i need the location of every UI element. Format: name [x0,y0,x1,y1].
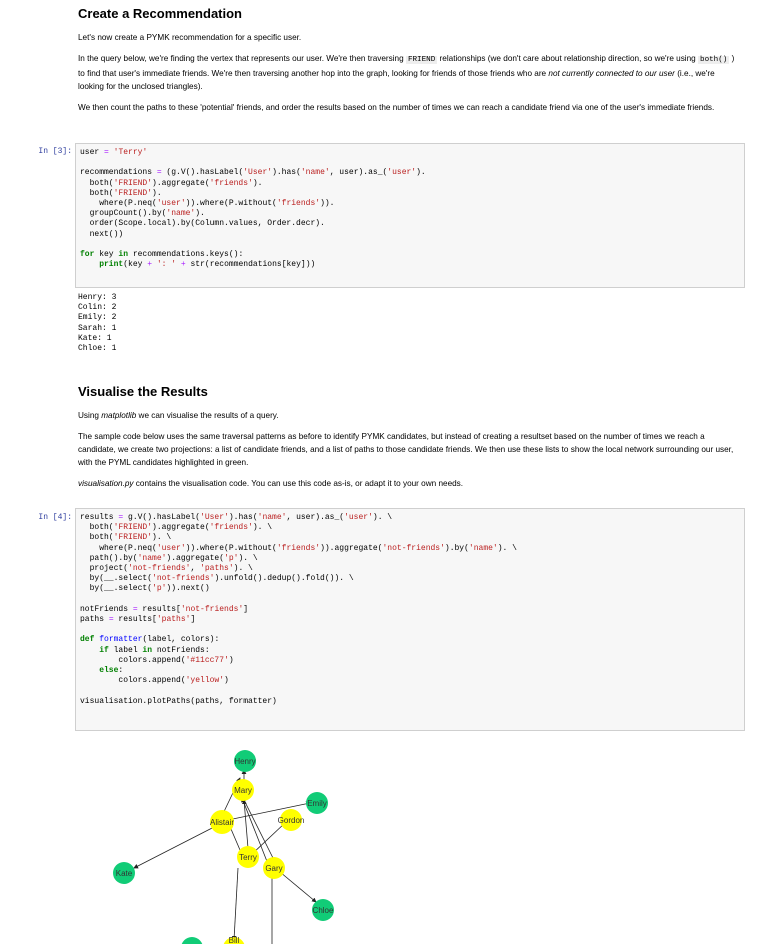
graph-node-gordon [278,809,305,831]
svg-text:Emily: Emily [307,799,327,808]
graph-node-emily [306,792,328,814]
code-cell-input[interactable]: results = g.V().hasLabel('User').has('name', user).as_('user'). \ both('FRIEND').aggregate('friends'). \ both('FRIEND'). \ where(P.neq('user')).where(P.without('friends')).aggregate('not-friends').by('name'). \ path().by('name').aggregate('p'). \ project('not-friends', 'paths'). \ by(__.select('not-friends').unfold().dedup().fold()). \ by(__.select('p')).next() notFriends = results['not-friends'] paths = results['paths'] def formatter(label, colors): if label in notFriends: colors.append('#11cc77') else: colors.append('yellow') visualisation.plotPaths(paths, formatter) [75,508,745,731]
graph-node-bill [223,936,245,944]
graph-node-chloe [312,899,334,921]
code-cell-input[interactable]: user = 'Terry' recommendations = (g.V().hasLabel('User').has('name', user).as_('user'). both('FRIEND').aggregate('friends'). both('FRIEND'). where(P.neq('user')).where(P.without('friends')). groupCount().by('name'). order(Scope.local).by(Column.values, Order.decr). next()) for key in recommendations.keys(): print(key + ': ' + str(recommendations[key])) [75,143,745,288]
paragraph: We then count the paths to these 'potential' friends, and order the results based on the number of times we can reach a candidate friend via one of the user's immediate friends. [78,103,715,112]
edge [134,826,216,868]
paragraph: In the query below, we're finding the vertex that represents our user. We're then traversing FRIEND relationships (we don't care about relationship direction, so we're using both() ) to find that user's immediate friends. We're then traversing another hop into the graph, looking for friends of those friends who are not currently connected to our user (i.e., we're looking for the unclosed triangles). [78,54,735,91]
network-graph [78,740,378,944]
paragraph: Let's now create a PYMK recommendation for a specific user. [78,33,302,42]
output-line: Henry: 3 [78,293,117,302]
output-line: Emily: 2 [78,313,117,323]
paragraph: The sample code below uses the same traversal patterns as before to identify PYMK candidates, but instead of creating a resultset based on the number of times we reach a candidate, we create two projections: a list of candidate friends, and a list of paths to those candidate friends. We then use these lists to show the local network surrounding our user, with the PYML candidates highlighted in green. [78,432,734,467]
markdown-cell-create-recommendation [78,6,738,114]
graph-node-henry [234,750,256,772]
svg-text:Gary: Gary [265,864,283,873]
output-line: Colin: 2 [78,303,117,313]
section-heading: Visualise the Results [78,384,208,399]
graph-node-alistair [210,810,234,834]
graph-node-mary [232,779,254,801]
cell-prompt: In [3]: [38,147,72,156]
svg-text:Mary: Mary [234,786,252,795]
output-line: Kate: 1 [78,333,112,343]
svg-text:Terry: Terry [239,853,257,862]
svg-text:Alistair: Alistair [209,818,235,827]
svg-text:Bill: Bill [228,936,240,944]
paragraph: visualisation.py contains the visualisation code. You can use this code as-is, or adapt it to your own needs. [78,479,464,488]
output-line: Chloe: 1 [78,344,117,354]
svg-text:Henry: Henry [234,757,256,766]
graph-node-terry [237,846,259,868]
section-heading: Create a Recommendation [78,6,242,21]
code-cell-output [78,293,116,354]
output-line: Sarah: 1 [78,323,117,333]
edge [234,868,238,940]
graph-node-partial [181,937,203,944]
svg-text:Kate: Kate [115,869,133,878]
paragraph: Using matplotlib we can visualise the results of a query. [78,411,279,420]
svg-text:Gordon: Gordon [277,816,305,825]
graph-node-kate [113,862,135,884]
markdown-cell-visualise [78,384,738,490]
edge [280,872,316,902]
cell-prompt: In [4]: [38,513,72,522]
svg-text:Chloe: Chloe [312,906,334,915]
graph-node-gary [263,857,285,879]
